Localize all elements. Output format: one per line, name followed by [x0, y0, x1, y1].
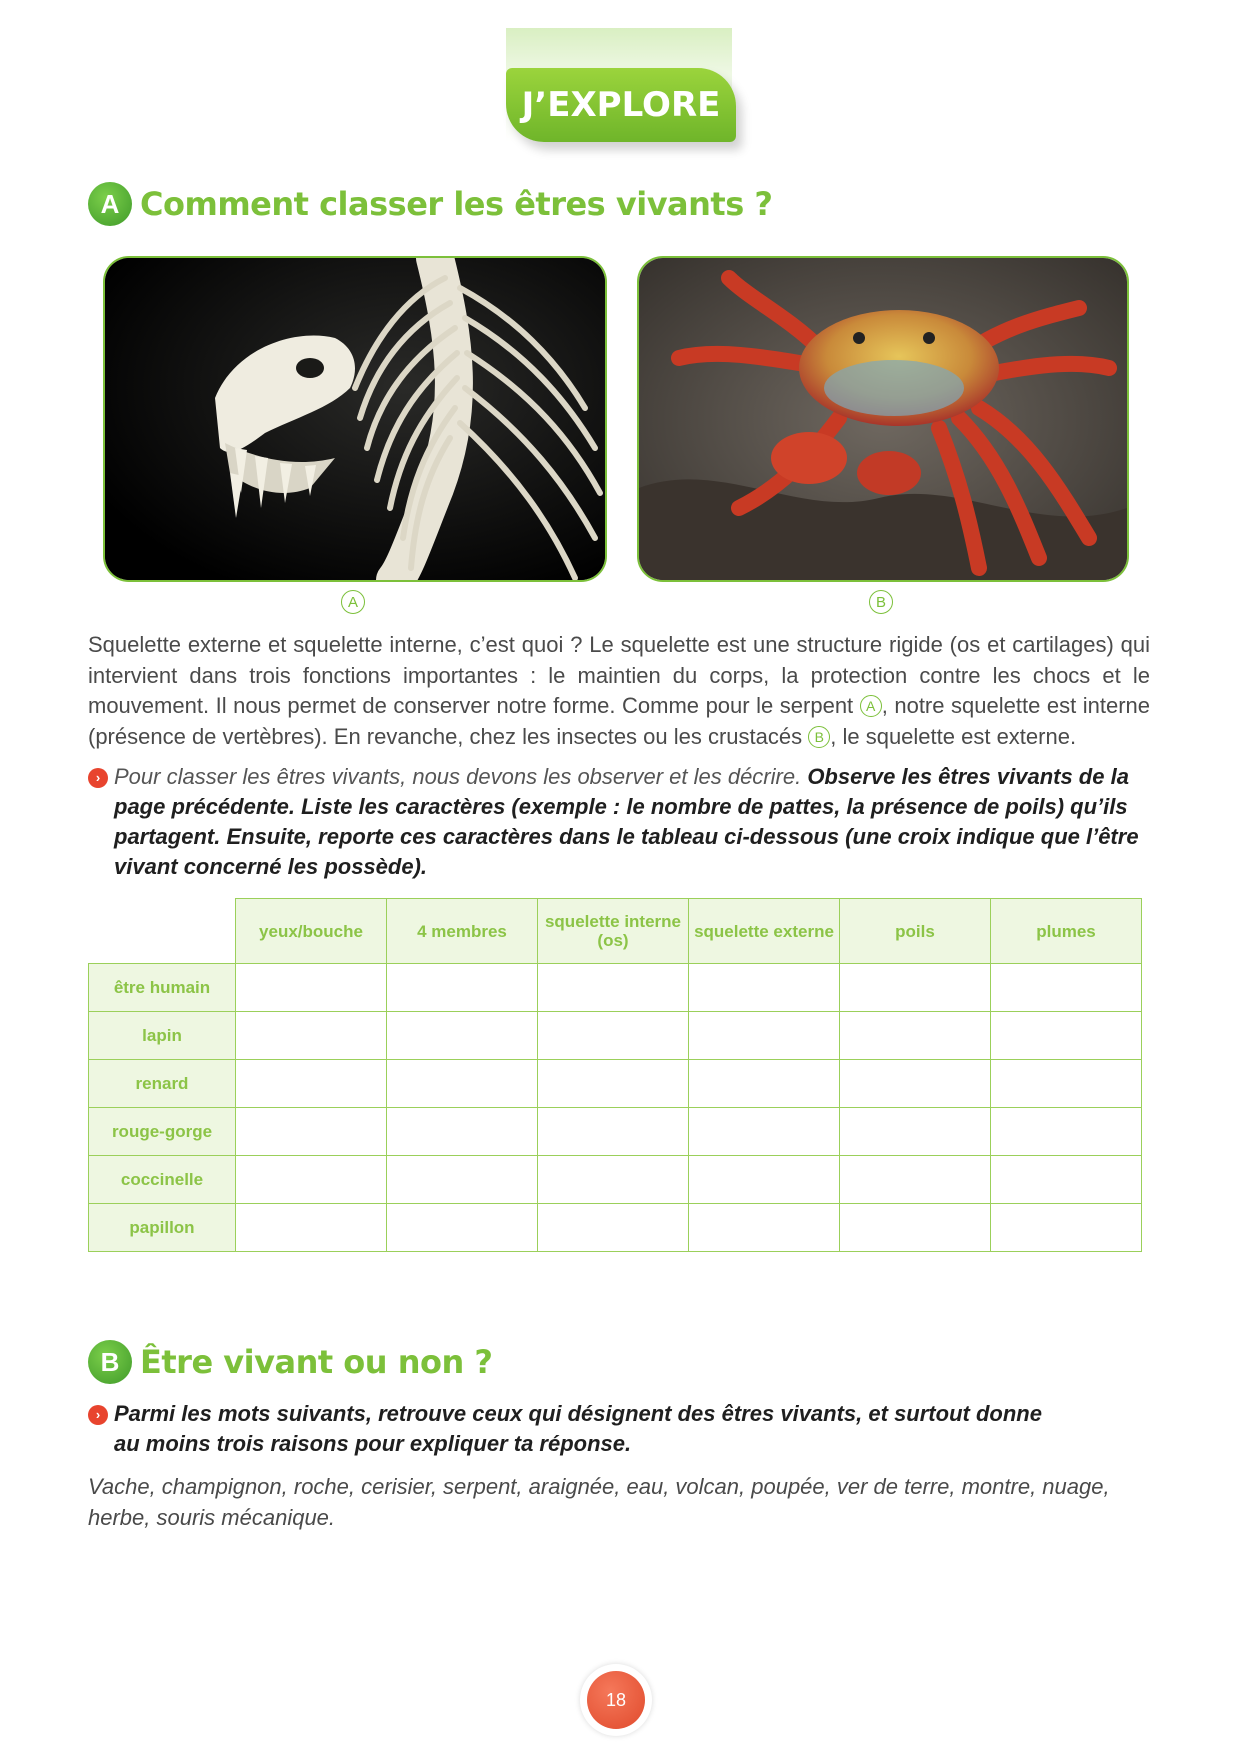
table-cell[interactable]: [840, 964, 991, 1012]
table-cell[interactable]: [689, 1060, 840, 1108]
paragraph-part-3: , le squelette est externe.: [830, 723, 1077, 749]
word-list: Vache, champignon, roche, cerisier, serpent, araignée, eau, volcan, poupée, ver de terre, montre, nuage, herbe, souris mécanique.: [88, 1474, 1110, 1530]
table-cell[interactable]: [387, 1060, 538, 1108]
caption-b: B: [869, 590, 893, 614]
row-header: être humain: [89, 964, 236, 1012]
row-header: lapin: [89, 1012, 236, 1060]
column-header: squelette externe: [689, 899, 840, 964]
crab-photo: [637, 256, 1129, 582]
table-row: [89, 964, 1142, 1012]
table-cell[interactable]: [991, 1060, 1142, 1108]
table-cell[interactable]: [991, 1156, 1142, 1204]
table-cell[interactable]: [538, 1060, 689, 1108]
bullet-arrow-icon: ›: [88, 1405, 108, 1425]
table-header-row: [89, 899, 1142, 964]
table-cell[interactable]: [236, 964, 387, 1012]
instruction-b: [88, 1399, 1068, 1459]
table-cell[interactable]: [236, 1108, 387, 1156]
column-header: yeux/bouche: [236, 899, 387, 964]
table-cell[interactable]: [840, 1156, 991, 1204]
row-header: papillon: [89, 1204, 236, 1252]
table-cell[interactable]: [689, 964, 840, 1012]
table-cell[interactable]: [991, 1012, 1142, 1060]
table-cell[interactable]: [840, 1060, 991, 1108]
column-header: 4 membres: [387, 899, 538, 964]
table-cell[interactable]: [991, 1204, 1142, 1252]
caption-a: A: [341, 590, 365, 614]
reference-a: A: [860, 695, 882, 717]
section-a-badge: A: [88, 182, 132, 226]
table-cell[interactable]: [991, 964, 1142, 1012]
table-cell[interactable]: [689, 1108, 840, 1156]
instruction-b-task: Parmi les mots suivants, retrouve ceux qui désignent des êtres vivants, et surtout donne au moins trois raisons pour expliquer ta réponse.: [114, 1401, 1042, 1456]
snake-skeleton-photo: [103, 256, 607, 582]
table-cell[interactable]: [236, 1156, 387, 1204]
row-header: rouge-gorge: [89, 1108, 236, 1156]
instruction-a-task: Observe les êtres vivants de la page précédente. Liste les caractères (exemple : le nombre de pattes, la présence de poils) qu’ils partagent. Ensuite, reporte ces caractères dans le tableau ci-dessous (une croix indique que l’être vivant concerné les possède).: [114, 764, 1139, 879]
table-cell[interactable]: [840, 1012, 991, 1060]
row-header: renard: [89, 1060, 236, 1108]
table-cell[interactable]: [387, 964, 538, 1012]
instruction-a: [88, 762, 1150, 882]
table-row: [89, 1012, 1142, 1060]
section-b-header: [88, 1340, 492, 1384]
table-corner: [89, 899, 236, 964]
table-row: [89, 1204, 1142, 1252]
explore-banner: [506, 68, 736, 142]
row-header: coccinelle: [89, 1156, 236, 1204]
table-cell[interactable]: [538, 964, 689, 1012]
table-cell[interactable]: [689, 1204, 840, 1252]
bullet-arrow-icon: ›: [88, 768, 108, 788]
table-cell[interactable]: [236, 1204, 387, 1252]
table-cell[interactable]: [538, 1204, 689, 1252]
section-b-badge: B: [88, 1340, 132, 1384]
classification-table: [88, 898, 1142, 1252]
column-header: poils: [840, 899, 991, 964]
table-cell[interactable]: [387, 1108, 538, 1156]
paragraph-part-2: , notre squelette est interne (présence de vertèbres). En revanche, chez les insectes ou les crustacés: [88, 693, 1150, 749]
section-a-header: [88, 182, 772, 226]
page-number: 18: [587, 1671, 645, 1729]
table-cell[interactable]: [236, 1012, 387, 1060]
paragraph-part-1: Squelette externe et squelette interne, c’est quoi ? Le squelette est une structure rigide (os et cartilages) qui intervient dans trois fonctions importantes : le maintien du corps, la protection contre les chocs et le mouvement. Il nous permet de conserver notre forme. Comme pour le serpent: [88, 632, 1150, 718]
table-cell[interactable]: [387, 1204, 538, 1252]
section-a-title: Comment classer les êtres vivants ?: [140, 185, 773, 223]
table-cell[interactable]: [991, 1108, 1142, 1156]
reference-b: B: [808, 726, 830, 748]
table-cell[interactable]: [840, 1204, 991, 1252]
table-cell[interactable]: [840, 1108, 991, 1156]
table-row: [89, 1108, 1142, 1156]
table-cell[interactable]: [236, 1060, 387, 1108]
table-cell[interactable]: [689, 1156, 840, 1204]
table-row: [89, 1156, 1142, 1204]
section-b-title: Être vivant ou non ?: [140, 1343, 493, 1381]
table-cell[interactable]: [538, 1012, 689, 1060]
table-cell[interactable]: [689, 1012, 840, 1060]
table-cell[interactable]: [387, 1156, 538, 1204]
column-header: squelette interne (os): [538, 899, 689, 964]
table-cell[interactable]: [387, 1012, 538, 1060]
instruction-a-intro: Pour classer les êtres vivants, nous devons les observer et les décrire.: [114, 764, 808, 789]
table-cell[interactable]: [538, 1156, 689, 1204]
column-header: plumes: [991, 899, 1142, 964]
banner-label: J’EXPLORE: [521, 85, 721, 125]
table-row: [89, 1060, 1142, 1108]
table-cell[interactable]: [538, 1108, 689, 1156]
skeleton-paragraph: [88, 630, 1150, 752]
